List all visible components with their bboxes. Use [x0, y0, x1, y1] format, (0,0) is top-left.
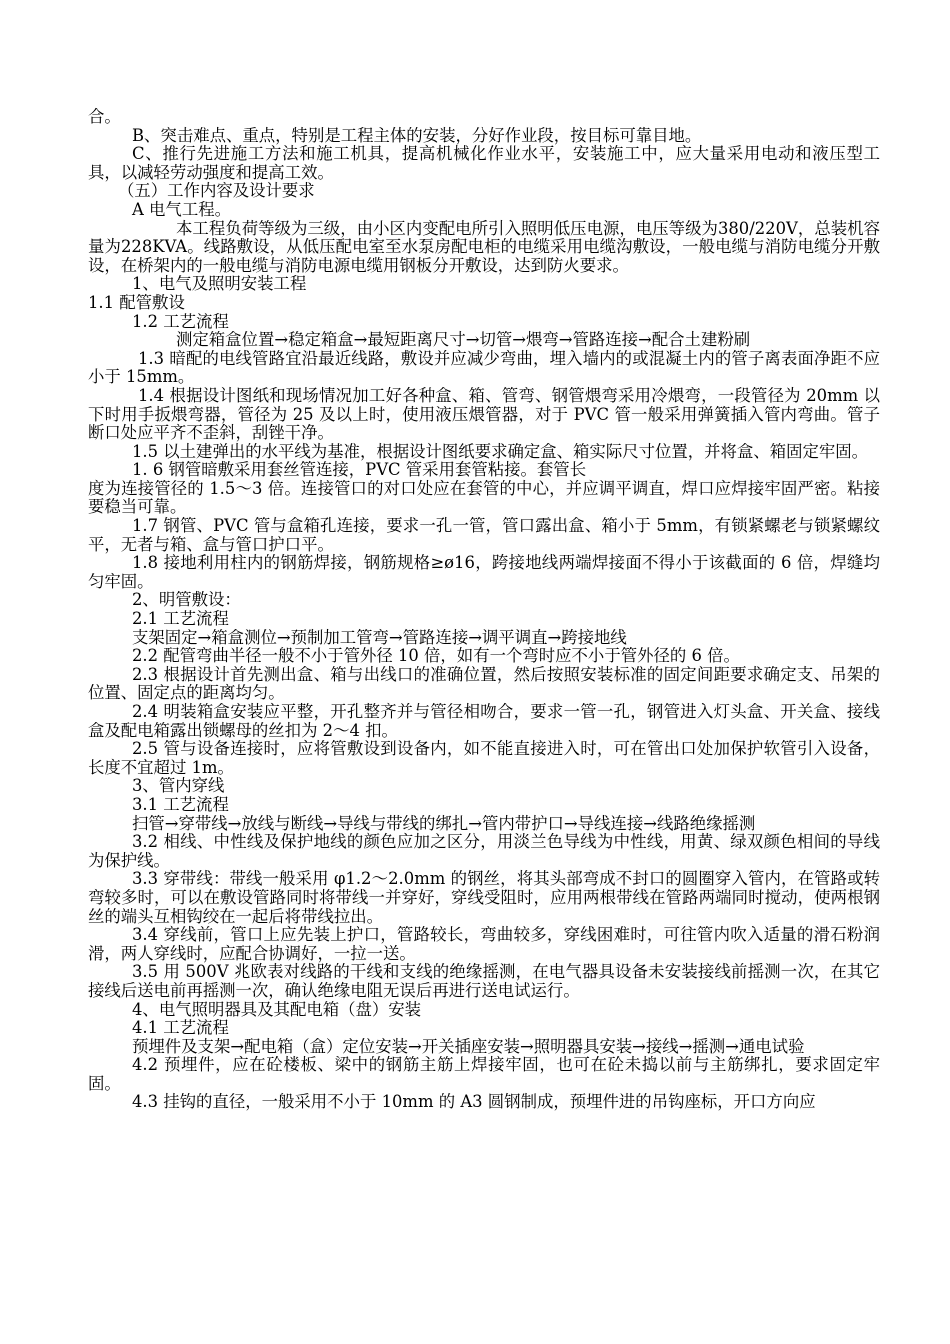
paragraph: 1.4 根据设计图纸和现场情况加工好各种盒、箱、管弯、钢管煨弯采用冷煨弯，一段管径为 20mm 以下时用手扳煨弯器，管径为 25 及以上时，使用液压煨管器，对于 PVC 管一般采用弹簧插入管内弯曲。管子断口处应平齐不歪斜，刮锉干净。: [88, 385, 880, 443]
paragraph: 3.1 工艺流程: [132, 794, 229, 814]
paragraph: 1. 6 钢管暗敷采用套丝管连接，PVC 管采用套管粘接。套管长: [132, 460, 587, 480]
paragraph: 4.2 预埋件，应在砼楼板、梁中的钢筋主筋上焊接牢固，也可在砼未捣以前与主筋绑扎，要求固定牢固。: [88, 1055, 880, 1093]
paragraph: 1.7 钢管、PVC 管与盒箱孔连接，要求一孔一管，管口露出盒、箱小于 5mm，有锁紧螺老与锁紧螺纹平，无者与箱、盒与管口护口平。: [88, 516, 880, 554]
paragraph: 3、管内穿线: [132, 776, 225, 796]
paragraph: 1、电气及照明安装工程: [132, 274, 307, 294]
paragraph: 2.2 配管弯曲半径一般不小于管外径 10 倍，如有一个弯时应不小于管外径的 6 倍。: [132, 646, 740, 666]
paragraph: 度为连接管径的 1.5～3 倍。连接管口的对口处应在套管的中心，并应调平调直，焊口应焊接牢固严密。粘接要稳当可靠。: [88, 478, 880, 517]
paragraph: 2、明管敷设：: [132, 590, 241, 610]
paragraph: 2.4 明装箱盒安装应平整，开孔整齐并与管径相吻合，要求一管一孔，钢管进入灯头盒、开关盒、接线盒及配电箱露出锁螺母的丝扣为 2～4 扣。: [88, 702, 880, 740]
paragraph: 支架固定→箱盒测位→预制加工管弯→管路连接→调平调直→跨接地线: [132, 627, 627, 647]
paragraph: 3.4 穿线前，管口上应先装上护口，管路较长，弯曲较多，穿线困难时，可往管内吹入适量的滑石粉润滑，两人穿线时，应配合协调好，一拉一送。: [88, 925, 880, 963]
paragraph: 3.3 穿带线：带线一般采用 φ1.2～2.0mm 的钢丝，将其头部弯成不封口的圆圈穿入管内，在管路或转弯较多时，可以在敷设管路同时将带线一并穿好，穿线受阻时，应用两根带线在管路两端同时搅动，使两根钢丝的端头互相钩绞在一起后将带线拉出。: [88, 869, 880, 926]
paragraph: 3.5 用 500V 兆欧表对线路的干线和支线的绝缘摇测，在电气器具设备未安装接线前摇测一次，在其它接线后送电前再摇测一次，确认绝缘电阻无误后再进行送电试运行。: [88, 962, 880, 1000]
paragraph: 预埋件及支架→配电箱（盒）定位安装→开关插座安装→照明器具安装→接线→摇测→通电试验: [132, 1036, 805, 1056]
paragraph: 1.1 配管敷设: [88, 292, 185, 312]
paragraph: 1.3 暗配的电线管路宜沿最近线路，敷设并应减少弯曲，埋入墙内的或混凝土内的管子离表面净距不应小于 15mm。: [88, 348, 880, 387]
paragraph: 4.1 工艺流程: [132, 1018, 229, 1038]
paragraph: 2.3 根据设计首先测出盒、箱与出线口的准确位置，然后按照安装标准的固定间距要求确定支、吊架的位置、固定点的距离均匀。: [88, 664, 880, 703]
paragraph: 1.2 工艺流程: [132, 311, 229, 331]
paragraph: C、推行先进施工方法和施工机具，提高机械化作业水平，安装施工中，应大量采用电动和液压型工具，以减轻劳动强度和提高工效。: [88, 144, 880, 182]
paragraph: 合。: [88, 107, 121, 126]
paragraph: 扫管→穿带线→放线与断线→导线与带线的绑扎→管内带护口→导线连接→线路绝缘摇测: [132, 813, 756, 833]
paragraph: 测定箱盒位置→稳定箱盒→最短距离尺寸→切管→煨弯→管路连接→配合土建粉刷: [176, 330, 751, 350]
paragraph: 1.8 接地利用柱内的钢筋焊接，钢筋规格≥ø16，跨接地线两端焊接面不得小于该截面的 6 倍，焊缝均匀牢固。: [88, 553, 880, 591]
paragraph: 4.3 挂钩的直径，一般采用不小于 10mm 的 A3 圆钢制成，预埋件进的吊钩座标，开口方向应: [132, 1092, 816, 1112]
paragraph: 2.5 管与设备连接时，应将管敷设到设备内，如不能直接进入时，可在管出口处加保护软管引入设备，长度不宜超过 1m。: [88, 739, 880, 777]
document-body: [88, 108, 880, 1112]
paragraph: 4、电气照明器具及其配电箱（盘）安装: [132, 999, 422, 1019]
paragraph: B、突击难点、重点，特别是工程主体的安装，分好作业段，按目标可靠目地。: [132, 125, 702, 145]
paragraph: 2.1 工艺流程: [132, 609, 229, 629]
paragraph: 1.5 以土建弹出的水平线为基准，根据设计图纸要求确定盒、箱实际尺寸位置，并将盒、箱固定牢固。: [132, 441, 869, 461]
paragraph: （五）工作内容及设计要求: [118, 181, 315, 201]
paragraph: A 电气工程。: [132, 199, 231, 219]
paragraph: 本工程负荷等级为三级，由小区内变配电所引入照明低压电源，电压等级为380/220V，总装机容量为228KVA。线路敷设，从低压配电室至水泵房配电柜的电缆采用电缆沟敷设，一般电缆与消防电缆分开敷设，在桥架内的一般电缆与消防电源电缆用钢板分开敷设，达到防火要求。: [88, 218, 880, 275]
paragraph: 3.2 相线、中性线及保护地线的颜色应加之区分，用淡兰色导线为中性线，用黄、绿双颜色相间的导线为保护线。: [88, 832, 880, 870]
